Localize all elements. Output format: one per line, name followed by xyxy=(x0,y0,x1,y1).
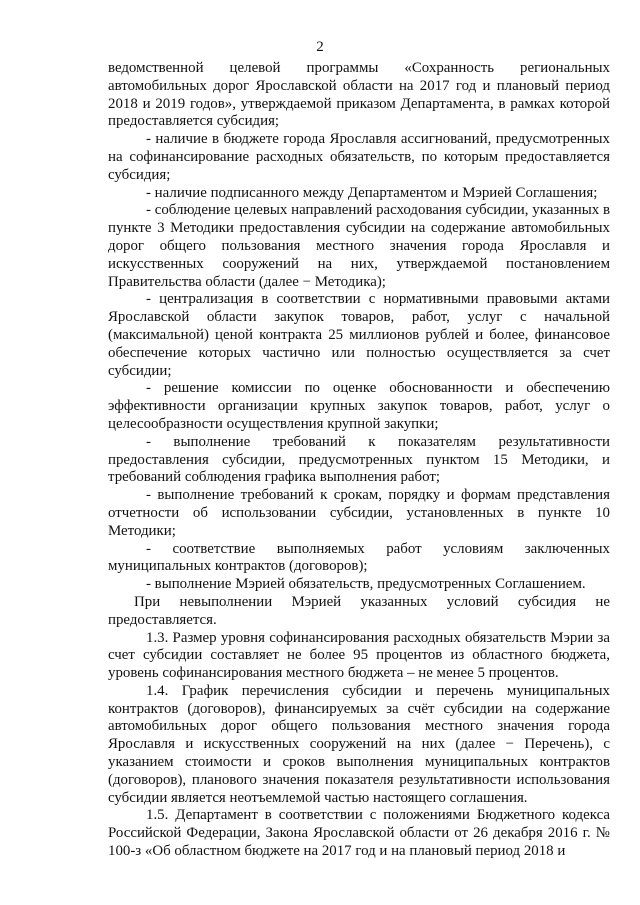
document-body xyxy=(108,60,610,861)
paragraph: - соблюдение целевых направлений расходования субсидии, указанных в пункте 3 Методики предоставления субсидии на содержание автомобильных дорог общего пользования местного значения города Ярославля и искусственных сооружений на них, утверждаемой постановлением Правительства области (далее − Методика); xyxy=(108,202,610,290)
paragraph: - централизация в соответствии с нормативными правовыми актами Ярославской области закупок товаров, работ, услуг с начальной (максимальной) ценой контракта 25 миллионов рублей и более, финансовое обеспечение которых частично или полностью осуществляется за счет субсидии; xyxy=(108,291,610,379)
paragraph: - выполнение требований к срокам, порядку и формам представления отчетности об использовании субсидии, установленных в пункте 10 Методики; xyxy=(108,487,610,539)
paragraph: - выполнение Мэрией обязательств, предусмотренных Соглашением. xyxy=(146,576,586,593)
paragraph: - наличие в бюджете города Ярославля ассигнований, предусмотренных на софинансирование расходных обязательств, по которым предоставляется субсидия; xyxy=(108,131,610,183)
paragraph: - решение комиссии по оценке обоснованности и обеспечению эффективности организации крупных закупок товаров, работ, услуг о целесообразности осуществления крупной закупки; xyxy=(108,380,610,432)
paragraph: - наличие подписанного между Департаментом и Мэрией Соглашения; xyxy=(146,184,598,201)
paragraph: - выполнение требований к показателям результативности предоставления субсидии, предусмотренных пунктом 15 Методики, и требований соблюдения графика выполнения работ; xyxy=(108,433,610,486)
page-number: 2 xyxy=(316,39,324,55)
paragraph: - соответствие выполняемых работ условиям заключенных муниципальных контрактов (договоров); xyxy=(108,540,610,575)
paragraph: При невыполнении Мэрией указанных условий субсидия не предоставляется. xyxy=(108,593,610,628)
paragraph: 1.4. График перечисления субсидии и перечень муниципальных контрактов (договоров), финансируемых за счёт субсидии на содержание автомобильных дорог общего пользования местного значения города Ярославля и искусственных сооружений на них (далее − Перечень), с указанием стоимости и сроков выполнения муниципальных контрактов (договоров), планового значения показателя результативности использования субсидии является неотъемлемой частью настоящего соглашения. xyxy=(108,682,610,806)
paragraph: ведомственной целевой программы «Сохранность региональных автомобильных дорог Ярославской области на 2017 год и плановый период 2018 и 2019 годов», утверждаемой приказом Департамента, в рамках которой предоставляется субсидия; xyxy=(108,60,610,130)
paragraph: 1.5. Департамент в соответствии с положениями Бюджетного кодекса Российской Федерации, Закона Ярославской области от 26 декабря 2016 г. № 100-з «Об областном бюджете на 2017 год и на плановый период 2018 и xyxy=(108,807,610,860)
paragraph: 1.3. Размер уровня софинансирования расходных обязательств Мэрии за счет субсидии составляет не более 95 процентов из областного бюджета, уровень софинансирования местного бюджета – не менее 5 процентов. xyxy=(108,629,610,682)
